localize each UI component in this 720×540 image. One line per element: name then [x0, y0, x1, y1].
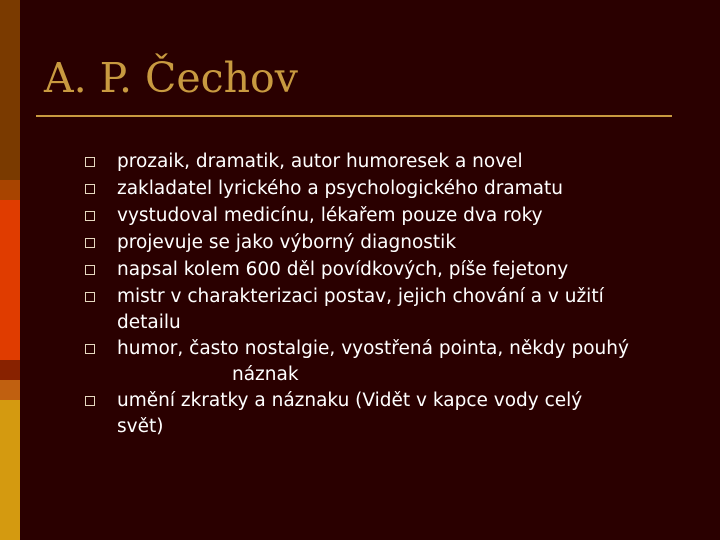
bullet-text-continuation: náznak	[232, 364, 299, 385]
stripe-2	[0, 180, 20, 200]
side-color-stripes	[0, 0, 20, 540]
bullet-text: napsal kolem 600 děl povídkových, píše fejetony	[117, 259, 569, 280]
bullet-text: prozaik, dramatik, autor humoresek a novel	[117, 151, 523, 172]
stripe-1	[0, 0, 20, 180]
bullet-text: zakladatel lyrického a psychologického dramatu	[117, 178, 563, 199]
bullet-text: projevuje se jako výborný diagnostik	[117, 232, 457, 253]
bullet-square-icon	[85, 211, 95, 221]
bullet-square-icon	[85, 184, 95, 194]
bullet-text-continuation: svět)	[117, 416, 164, 437]
bullet-square-icon	[85, 292, 95, 302]
slide-title: A. P. Čechov	[44, 54, 298, 102]
bullet-square-icon	[85, 265, 95, 275]
bullet-square-icon	[85, 238, 95, 248]
bullet-text: humor, často nostalgie, vyostřená pointa, někdy pouhý	[117, 338, 629, 359]
bullet-text: mistr v charakterizaci postav, jejich chování a v užití	[117, 286, 604, 307]
bullet-square-icon	[85, 157, 95, 167]
title-underline	[36, 115, 672, 117]
stripe-3	[0, 200, 20, 360]
bullet-text: umění zkratky a náznaku (Vidět v kapce vody celý	[117, 390, 583, 411]
bullet-text: vystudoval medicínu, lékařem pouze dva roky	[117, 205, 543, 226]
bullet-square-icon	[85, 344, 95, 354]
bullet-text-continuation: detailu	[117, 312, 181, 333]
stripe-5	[0, 380, 20, 400]
bullet-square-icon	[85, 396, 95, 406]
stripe-4	[0, 360, 20, 380]
stripe-6	[0, 400, 20, 540]
